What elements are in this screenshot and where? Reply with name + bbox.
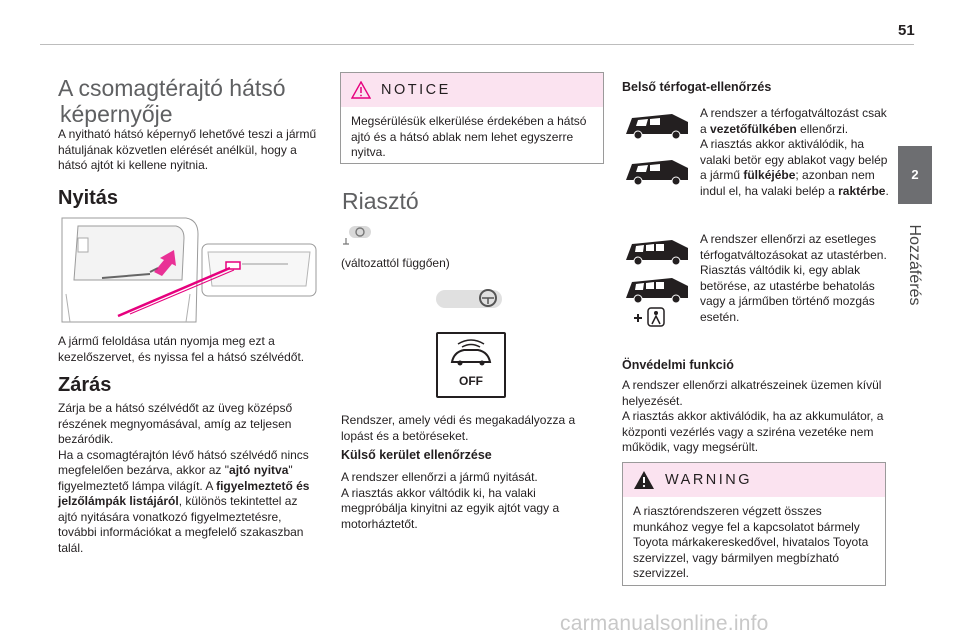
notice-icon xyxy=(351,81,371,99)
intro-text: A nyitható hátsó képernyő lehetővé teszi a jármű hátuljának közvetlen elérését anélkül, hogy a hátsó ajtót ki kellene nyitnia. xyxy=(58,127,317,172)
alarm-heading: Riasztó xyxy=(342,188,419,214)
chapter-tab[interactable]: 2 xyxy=(898,146,932,204)
car-alarm-icon xyxy=(438,334,504,374)
van-cab-icons xyxy=(622,108,692,188)
volume-text: A rendszer a térfogatváltozást csak a vezetőfülkében ellenőrzi. A riasztás akkor aktiválódik, ha valaki betör egy ablakot vagy belép a jármű fülkéjébe; azonban nem indul el, ha valaki belép a raktérbe. xyxy=(700,106,889,198)
page-number: 51 xyxy=(898,22,915,39)
notice-title: NOTICE xyxy=(381,82,451,98)
rear-window-illustration xyxy=(58,214,320,326)
system-text: Rendszer, amely védi és megakadályozza a lopást és a betöréseket. xyxy=(341,413,576,443)
variant-icon xyxy=(341,224,373,246)
opening-heading: Nyitás xyxy=(58,187,119,209)
section-title: A csomagtérajtó hátsó képernyője xyxy=(58,75,286,127)
warning-text: A riasztórendszeren végzett összes munkához vegye fel a kapcsolatot bármely Toyota márkakereskedővel, hivatalos Toyota szervizzel, vagy bármilyen megbízható szervizzel. xyxy=(633,504,869,580)
chapter-label: Hozzáférés xyxy=(906,224,923,306)
external-heading: Külső kerület ellenőrzése xyxy=(341,448,492,462)
notice-box xyxy=(340,72,604,164)
warning-box xyxy=(622,462,886,586)
header-divider xyxy=(40,44,914,45)
opening-caption: A jármű feloldása után nyomja meg ezt a kezelőszervet, és nyissa fel a hátsó szélvédőt. xyxy=(58,334,305,364)
warning-title: WARNING xyxy=(665,472,753,488)
variant-note: (változattól függően) xyxy=(341,256,450,270)
van-passenger-icons xyxy=(622,234,692,330)
external-text: A rendszer ellenőrzi a jármű nyitását. A riasztás akkor váltódik ki, ha valaki megpróbálja kinyitni az egyik ajtót vagy a motorháztetőt. xyxy=(341,470,560,531)
warning-icon xyxy=(633,470,655,490)
ceiling-console-icon xyxy=(434,284,506,314)
volume-heading: Belső térfogat-ellenőrzés xyxy=(622,80,772,94)
self-protection-text: A rendszer ellenőrzi alkatrészeinek üzemen kívül helyezését. A riasztás akkor aktiválódik, ha az akkumulátor, a központi vezérlés vagy a sziréna vezetéke nem működik, vagy megsérült. xyxy=(622,378,884,454)
closing-heading: Zárás xyxy=(58,374,112,396)
alarm-off-button[interactable] xyxy=(436,332,506,398)
self-protection-heading: Önvédelmi funkció xyxy=(622,358,734,372)
off-label: OFF xyxy=(459,374,483,388)
watermark: carmanualsonline.info xyxy=(560,612,769,635)
closing-text: Zárja be a hátsó szélvédőt az üveg középső részének megnyomásával, amíg az teljesen bezáródik. Ha a csomagtérajtón lévő hátsó szélvédő nincs megfelelően bezárva, akkor az "ajtó nyitva" figyelmeztető lámpa világít. A figyelmeztető és jelzőlámpák listájáról, különös tekintettel az ajtó nyitására vonatkozó figyelmeztetésre, további információkat a megfelelő szakaszban talál. xyxy=(58,401,310,555)
notice-text: Megsérülésük elkerülése érdekében a hátsó ajtó és a hátsó ablak nem lehet egyszerre nyitva. xyxy=(351,114,587,159)
passenger-text: A rendszer ellenőrzi az esetleges térfogatváltozásokat az utastérben. Riasztás váltódik ki, egy ablak betörése, az utastérbe behatolás vagy a járműben történő mozgás esetén. xyxy=(700,232,887,324)
